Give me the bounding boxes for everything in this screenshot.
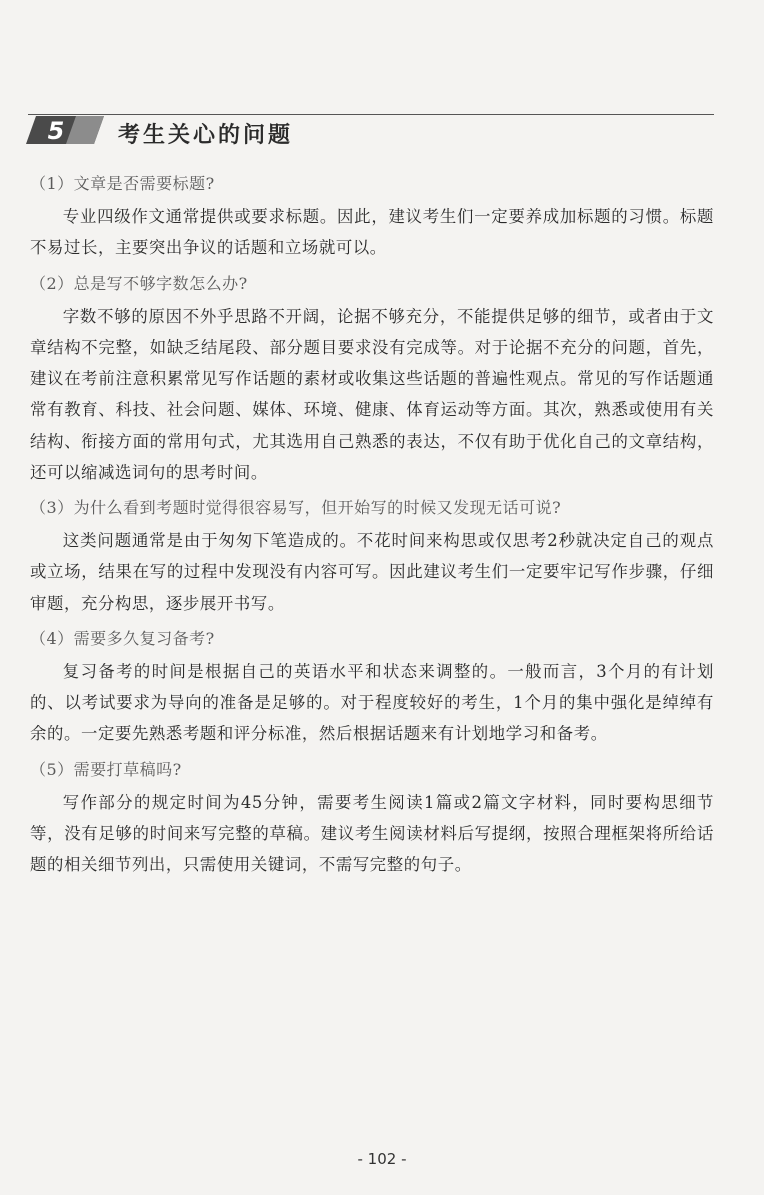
section-number-badge [26,114,104,146]
question-5: （5）需要打草稿吗? [30,759,182,779]
question-1: （1）文章是否需要标题? [30,174,215,193]
answer-2: 字数不够的原因不外乎思路不开阔，论据不够充分，不能提供足够的细节，或者由于文章结构不完整，如缺乏结尾段、部分题目要求没有完成等。对于论据不充分的问题，首先，建议在考前注意积累常见写作话题的素材或收集这些话题的普遍性观点。常见的写作话题通常有教育、科技、社会问题、媒体、环境、健康、体育运动等方面。其次，熟悉或使用有关结构、衔接方面的常用句式，尤其选用自己熟悉的表达，不仅有助于优化自己的文章结构，还可以缩减选词句的思考时间。 [30,306,714,482]
question-2: （2）总是写不够字数怎么办? [30,273,248,293]
answer-1: 专业四级作文通常提供或要求标题。因此，建议考生们一定要养成加标题的习惯。标题不易过长，主要突出争议的话题和立场就可以。 [30,207,714,258]
section-number: 5 [47,117,65,145]
question-4: （4）需要多久复习备考? [30,628,215,648]
section-title: 考生关心的问题 [118,123,294,148]
answer-3: 这类问题通常是由于匆匆下笔造成的。不花时间来构思或仅思考2秒就决定自己的观点或立场，结果在写的过程中发现没有内容可写。因此建议考生们一定要牢记写作步骤，仔细审题，充分构思，逐步展开书写。 [30,531,714,613]
answer-4: 复习备考的时间是根据自己的英语水平和状态来调整的。一般而言，3个月的有计划的、以考试要求为导向的准备是足够的。对于程度较好的考生，1个月的集中强化是绰绰有余的。一定要先熟悉考题和评分标准，然后根据话题来有计划地学习和备考。 [30,662,714,744]
qa-list [30,168,714,884]
page-number: - 102 - [357,1150,407,1168]
header-rule [28,114,714,115]
answer-5: 写作部分的规定时间为45分钟，需要考生阅读1篇或2篇文字材料，同时要构思细节等，没有足够的时间来写完整的草稿。建议考生阅读材料后写提纲，按照合理框架将所给话题的相关细节列出，只需使用关键词，不需写完整的句子。 [30,792,714,875]
question-3: （3）为什么看到考题时觉得很容易写，但开始写的时候又发现无话可说? [30,498,562,518]
